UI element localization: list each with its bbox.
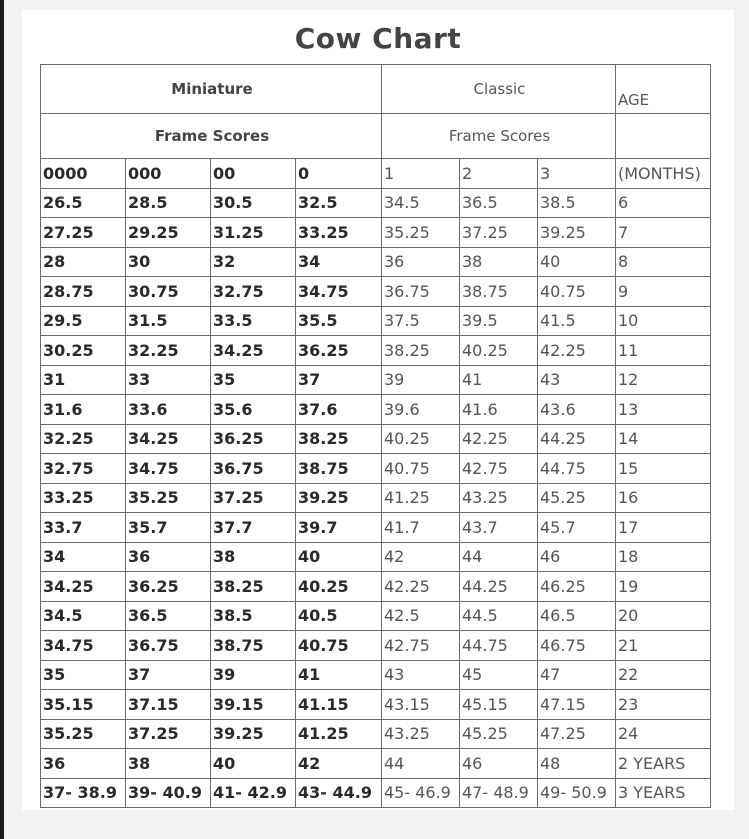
table-cell: 37.25 xyxy=(211,483,296,513)
table-cell: 49- 50.9 xyxy=(538,778,616,808)
table-cell: 43 xyxy=(382,660,460,690)
table-cell: 37.15 xyxy=(126,690,211,720)
table-cell: 32.25 xyxy=(41,424,126,454)
table-cell: 37.25 xyxy=(460,218,538,248)
table-cell: 42.25 xyxy=(460,424,538,454)
table-cell: 46 xyxy=(460,749,538,779)
miniature-frame-scores-header: Frame Scores xyxy=(41,114,382,159)
table-cell: 34.75 xyxy=(126,454,211,484)
table-row xyxy=(41,660,711,690)
table-cell: 45- 46.9 xyxy=(382,778,460,808)
page-title: Cow Chart xyxy=(294,22,462,55)
table-cell: 34.75 xyxy=(296,277,382,307)
table-cell: 37.25 xyxy=(126,719,211,749)
table-cell: 43.25 xyxy=(460,483,538,513)
table-row xyxy=(41,513,711,543)
table-row xyxy=(41,218,711,248)
miniature-header: Miniature xyxy=(41,65,382,114)
table-cell: 41- 42.9 xyxy=(211,778,296,808)
table-cell: 41 xyxy=(460,365,538,395)
table-cell: 38.25 xyxy=(211,572,296,602)
table-cell: 35.25 xyxy=(126,483,211,513)
table-cell: 44 xyxy=(460,542,538,572)
table-cell: 46.5 xyxy=(538,601,616,631)
table-cell: 43.6 xyxy=(538,395,616,425)
table-cell: 43.25 xyxy=(382,719,460,749)
table-cell: 37- 38.9 xyxy=(41,778,126,808)
table-cell: 40.75 xyxy=(538,277,616,307)
table-row xyxy=(41,277,711,307)
table-cell: 45.25 xyxy=(460,719,538,749)
table-cell: 40.25 xyxy=(460,336,538,366)
table-cell: 37.6 xyxy=(296,395,382,425)
table-cell: 15 xyxy=(616,454,711,484)
table-cell: 41.7 xyxy=(382,513,460,543)
table-cell: 32 xyxy=(211,247,296,277)
table-cell: 19 xyxy=(616,572,711,602)
table-cell: 38 xyxy=(460,247,538,277)
cow-chart-table xyxy=(40,64,711,808)
table-cell: 33.6 xyxy=(126,395,211,425)
table-row xyxy=(41,188,711,218)
table-cell: 30.5 xyxy=(211,188,296,218)
table-cell: 23 xyxy=(616,690,711,720)
table-cell: 45 xyxy=(460,660,538,690)
table-cell: 30 xyxy=(126,247,211,277)
table-cell: 40 xyxy=(211,749,296,779)
table-row xyxy=(41,690,711,720)
table-cell: 48 xyxy=(538,749,616,779)
table-cell: 40 xyxy=(538,247,616,277)
table-cell: 39 xyxy=(382,365,460,395)
table-cell: 38.25 xyxy=(382,336,460,366)
table-cell: 36.5 xyxy=(126,601,211,631)
table-cell: 41.25 xyxy=(382,483,460,513)
table-cell: 44.25 xyxy=(538,424,616,454)
table-cell: 2 YEARS xyxy=(616,749,711,779)
table-cell: 32.5 xyxy=(296,188,382,218)
table-cell: 40.75 xyxy=(382,454,460,484)
table-cell: 42.25 xyxy=(538,336,616,366)
header-row-2 xyxy=(41,114,711,159)
table-row xyxy=(41,631,711,661)
table-cell: 38.75 xyxy=(460,277,538,307)
table-cell: 41 xyxy=(296,660,382,690)
table-row xyxy=(41,572,711,602)
table-cell: 41.25 xyxy=(296,719,382,749)
table-cell: 7 xyxy=(616,218,711,248)
table-cell: 20 xyxy=(616,601,711,631)
table-cell: 39.25 xyxy=(211,719,296,749)
table-row xyxy=(41,336,711,366)
table-cell: 46.25 xyxy=(538,572,616,602)
table-cell: 44.25 xyxy=(460,572,538,602)
table-cell: 39.25 xyxy=(296,483,382,513)
table-cell: 36.25 xyxy=(211,424,296,454)
table-cell: 34 xyxy=(41,542,126,572)
table-cell: 22 xyxy=(616,660,711,690)
table-cell: 35.6 xyxy=(211,395,296,425)
table-cell: 46.75 xyxy=(538,631,616,661)
table-row xyxy=(41,454,711,484)
table-row xyxy=(41,306,711,336)
table-cell: 37 xyxy=(126,660,211,690)
table-cell: 35.7 xyxy=(126,513,211,543)
table-cell: 28.75 xyxy=(41,277,126,307)
table-cell: 16 xyxy=(616,483,711,513)
table-cell: 38.25 xyxy=(296,424,382,454)
table-cell: 29.25 xyxy=(126,218,211,248)
table-row xyxy=(41,424,711,454)
table-cell: 32.25 xyxy=(126,336,211,366)
table-cell: 36 xyxy=(41,749,126,779)
table-cell: (MONTHS) xyxy=(616,159,711,189)
header-row-1 xyxy=(41,65,711,114)
table-cell: 30.75 xyxy=(126,277,211,307)
table-cell: 42.25 xyxy=(382,572,460,602)
table-cell: 24 xyxy=(616,719,711,749)
table-cell: 45.15 xyxy=(460,690,538,720)
table-cell: 38 xyxy=(126,749,211,779)
table-cell: 40.5 xyxy=(296,601,382,631)
table-cell: 36.75 xyxy=(382,277,460,307)
left-edge-strip xyxy=(0,0,4,839)
classic-frame-scores-header: Frame Scores xyxy=(382,114,616,159)
table-cell: 14 xyxy=(616,424,711,454)
table-cell: 39- 40.9 xyxy=(126,778,211,808)
table-cell: 36.5 xyxy=(460,188,538,218)
table-cell: 40.25 xyxy=(382,424,460,454)
table-cell: 37 xyxy=(296,365,382,395)
table-cell: 34.25 xyxy=(126,424,211,454)
table-cell: 38.75 xyxy=(211,631,296,661)
table-cell: 43.7 xyxy=(460,513,538,543)
table-row xyxy=(41,749,711,779)
table-row xyxy=(41,542,711,572)
table-row xyxy=(41,247,711,277)
table-cell: 12 xyxy=(616,365,711,395)
table-cell: 39.15 xyxy=(211,690,296,720)
table-cell: 36 xyxy=(382,247,460,277)
table-row xyxy=(41,395,711,425)
table-cell: 43.15 xyxy=(382,690,460,720)
table-cell: 34.25 xyxy=(41,572,126,602)
table-cell: 45.7 xyxy=(538,513,616,543)
age-header-blank xyxy=(616,114,711,159)
column-label-row xyxy=(41,159,711,189)
table-cell: 35.25 xyxy=(41,719,126,749)
table-cell: 13 xyxy=(616,395,711,425)
table-cell: 31.25 xyxy=(211,218,296,248)
table-cell: 29.5 xyxy=(41,306,126,336)
table-cell: 42.75 xyxy=(460,454,538,484)
table-row xyxy=(41,483,711,513)
table-row xyxy=(41,778,711,808)
table-cell: 3 YEARS xyxy=(616,778,711,808)
table-cell: 40 xyxy=(296,542,382,572)
table-cell: 31 xyxy=(41,365,126,395)
table-cell: 44.75 xyxy=(460,631,538,661)
table-cell: 42.5 xyxy=(382,601,460,631)
table-cell: 33.25 xyxy=(296,218,382,248)
table-cell: 3 xyxy=(538,159,616,189)
table-cell: 41.15 xyxy=(296,690,382,720)
table-cell: 31.5 xyxy=(126,306,211,336)
table-cell: 39.25 xyxy=(538,218,616,248)
table-cell: 36 xyxy=(126,542,211,572)
table-cell: 34.5 xyxy=(382,188,460,218)
table-cell: 28 xyxy=(41,247,126,277)
table-cell: 45.25 xyxy=(538,483,616,513)
table-cell: 41.5 xyxy=(538,306,616,336)
table-cell: 33 xyxy=(126,365,211,395)
table-cell: 44.75 xyxy=(538,454,616,484)
table-cell: 8 xyxy=(616,247,711,277)
table-cell: 33.5 xyxy=(211,306,296,336)
table-cell: 47- 48.9 xyxy=(460,778,538,808)
table-cell: 34.75 xyxy=(41,631,126,661)
table-cell: 34 xyxy=(296,247,382,277)
table-cell: 34.5 xyxy=(41,601,126,631)
table-cell: 38 xyxy=(211,542,296,572)
table-cell: 36.75 xyxy=(126,631,211,661)
table-cell: 42 xyxy=(296,749,382,779)
table-row xyxy=(41,601,711,631)
table-cell: 35 xyxy=(211,365,296,395)
table-cell: 35 xyxy=(41,660,126,690)
table-cell: 37.5 xyxy=(382,306,460,336)
table-cell: 38.75 xyxy=(296,454,382,484)
table-cell: 43 xyxy=(538,365,616,395)
table-cell: 47.15 xyxy=(538,690,616,720)
table-cell: 0 xyxy=(296,159,382,189)
table-row xyxy=(41,365,711,395)
table-cell: 42 xyxy=(382,542,460,572)
table-cell: 35.15 xyxy=(41,690,126,720)
table-cell: 35.5 xyxy=(296,306,382,336)
table-cell: 30.25 xyxy=(41,336,126,366)
table-cell: 9 xyxy=(616,277,711,307)
table-cell: 38.5 xyxy=(211,601,296,631)
table-cell: 2 xyxy=(460,159,538,189)
table-cell: 33.7 xyxy=(41,513,126,543)
table-cell: 41.6 xyxy=(460,395,538,425)
table-cell: 26.5 xyxy=(41,188,126,218)
table-cell: 44 xyxy=(382,749,460,779)
table-cell: 32.75 xyxy=(211,277,296,307)
table-cell: 32.75 xyxy=(41,454,126,484)
table-cell: 47.25 xyxy=(538,719,616,749)
table-cell: 11 xyxy=(616,336,711,366)
table-cell: 36.25 xyxy=(126,572,211,602)
table-cell: 46 xyxy=(538,542,616,572)
table-cell: 39.5 xyxy=(460,306,538,336)
table-cell: 43- 44.9 xyxy=(296,778,382,808)
table-cell: 36.25 xyxy=(296,336,382,366)
age-header: AGE xyxy=(616,65,711,114)
table-cell: 0000 xyxy=(41,159,126,189)
table-cell: 33.25 xyxy=(41,483,126,513)
table-cell: 42.75 xyxy=(382,631,460,661)
table-row xyxy=(41,719,711,749)
table-cell: 39.7 xyxy=(296,513,382,543)
table-cell: 000 xyxy=(126,159,211,189)
classic-header: Classic xyxy=(382,65,616,114)
table-cell: 17 xyxy=(616,513,711,543)
table-cell: 47 xyxy=(538,660,616,690)
table-cell: 36.75 xyxy=(211,454,296,484)
table-cell: 40.25 xyxy=(296,572,382,602)
table-cell: 44.5 xyxy=(460,601,538,631)
table-cell: 28.5 xyxy=(126,188,211,218)
table-cell: 40.75 xyxy=(296,631,382,661)
chart-card xyxy=(22,10,734,810)
table-cell: 34.25 xyxy=(211,336,296,366)
table-cell: 37.7 xyxy=(211,513,296,543)
table-cell: 00 xyxy=(211,159,296,189)
table-cell: 1 xyxy=(382,159,460,189)
table-cell: 6 xyxy=(616,188,711,218)
table-cell: 21 xyxy=(616,631,711,661)
table-cell: 38.5 xyxy=(538,188,616,218)
table-cell: 31.6 xyxy=(41,395,126,425)
table-cell: 39.6 xyxy=(382,395,460,425)
table-cell: 39 xyxy=(211,660,296,690)
table-cell: 27.25 xyxy=(41,218,126,248)
table-cell: 10 xyxy=(616,306,711,336)
table-cell: 35.25 xyxy=(382,218,460,248)
table-cell: 18 xyxy=(616,542,711,572)
